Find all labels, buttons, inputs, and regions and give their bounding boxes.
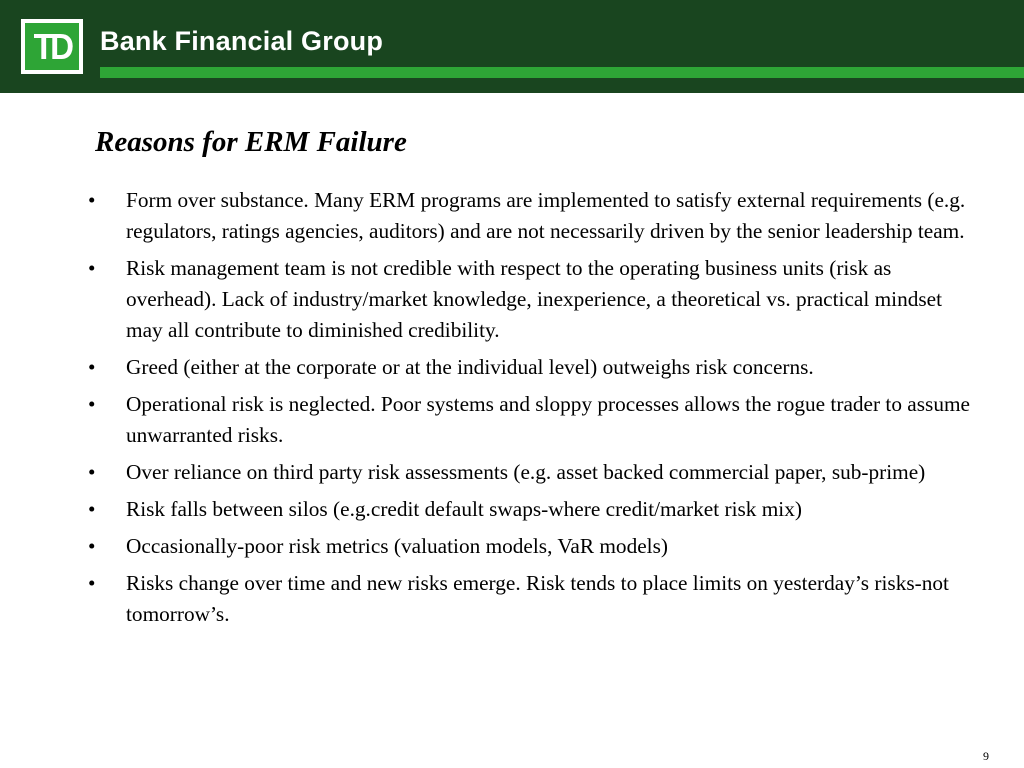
bullet-dot: • — [88, 392, 96, 416]
bullet-dot: • — [88, 534, 96, 558]
slide-title: Reasons for ERM Failure — [95, 126, 407, 158]
bullet-dot: • — [88, 460, 96, 484]
bullet-text: Risk management team is not credible with respect to the operating business units (risk as overhead). Lack of industry/market knowledge, inexperience, a theoretical vs. practical mindset may all contribute to diminished credibility. — [126, 256, 943, 342]
brand-name: Bank Financial Group — [100, 26, 384, 56]
bullet-item — [0, 568, 976, 630]
page-number: 9 — [983, 749, 989, 763]
bullet-text: Greed (either at the corporate or at the individual level) outweighs risk concerns. — [126, 355, 814, 379]
accent-bar — [100, 67, 1024, 78]
bullet-text: Risks change over time and new risks emerge. Risk tends to place limits on yesterday’s risks-not tomorrow’s. — [126, 571, 949, 626]
td-logo-text: TD — [33, 25, 71, 67]
bullet-item — [0, 531, 976, 562]
bullet-item — [0, 389, 976, 451]
bullet-text: Risk falls between silos (e.g.credit default swaps-where credit/market risk mix) — [126, 497, 802, 521]
slide-header — [0, 0, 1024, 93]
bullet-text: Operational risk is neglected. Poor systems and sloppy processes allows the rogue trader to assume unwarranted risks. — [126, 392, 970, 447]
bullet-text: Form over substance. Many ERM programs are implemented to satisfy external requirements (e.g. regulators, ratings agencies, auditors) and are not necessarily driven by the senior leadership team. — [126, 188, 966, 243]
bullet-list — [0, 185, 1024, 636]
bullet-dot: • — [88, 188, 96, 212]
bullet-item — [0, 457, 976, 488]
bullet-text: Occasionally-poor risk metrics (valuation models, VaR models) — [126, 534, 668, 558]
bullet-dot: • — [88, 497, 96, 521]
td-logo-mark — [25, 23, 79, 70]
bullet-dot: • — [88, 571, 96, 595]
td-logo — [21, 19, 83, 74]
bullet-dot: • — [88, 256, 96, 280]
bullet-item — [0, 494, 976, 525]
bullet-dot: • — [88, 355, 96, 379]
bullet-item — [0, 352, 976, 383]
bullet-item — [0, 185, 976, 247]
bullet-item — [0, 253, 976, 346]
bullet-text: Over reliance on third party risk assessments (e.g. asset backed commercial paper, sub-prime) — [126, 460, 926, 484]
